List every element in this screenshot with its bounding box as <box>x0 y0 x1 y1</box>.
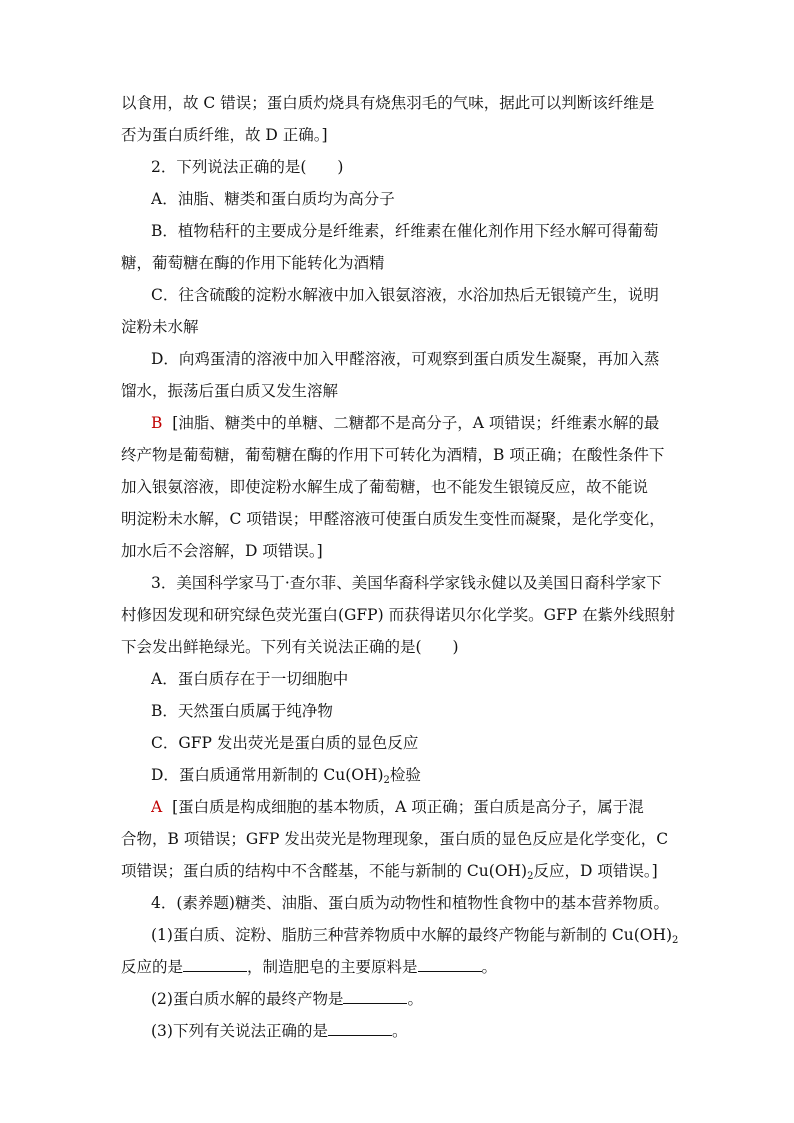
question-3-explanation-line-3 <box>121 860 681 888</box>
question-4-part-1-line-2 <box>121 956 681 978</box>
prev-explanation-line-1: 以食用，故 C 错误；蛋白质灼烧具有烧焦羽毛的气味，据此可以判断该纤维是 <box>121 94 655 112</box>
question-3-stem-line-1: 3．美国科学家马丁·查尔菲、美国华裔科学家钱永健以及美国日裔科学家下 <box>151 574 662 592</box>
answer-blank[interactable] <box>183 957 247 972</box>
question-2-explanation-line-2: 终产物是葡萄糖，葡萄糖在酶的作用下可转化为酒精，B 项正确；在酸性条件下 <box>121 446 665 464</box>
answer-blank[interactable] <box>328 1021 392 1036</box>
answer-blank[interactable] <box>418 957 482 972</box>
question-3-stem-line-3: 下会发出鲜艳绿光。下列有关说法正确的是( ) <box>121 638 459 656</box>
question-2-option-d-line-2: 馏水，振荡后蛋白质又发生溶解 <box>121 382 339 400</box>
subscript-2: 2 <box>672 935 679 946</box>
question-2-answer: B <box>151 414 163 432</box>
question-3-explanation-text: [蛋白质是构成细胞的基本物质，A 项正确；蛋白质是高分子，属于混 <box>172 798 644 816</box>
period: 。 <box>391 1022 408 1040</box>
question-4-part-3 <box>151 1020 681 1042</box>
question-3-stem-line-2: 村修因发现和研究绿色荧光蛋白(GFP) 而获得诺贝尔化学奖。GFP 在紫外线照射 <box>121 606 676 624</box>
question-3-option-d <box>151 764 681 792</box>
question-3-answer: A <box>151 798 163 816</box>
answer-blank[interactable] <box>343 989 407 1004</box>
question-3-option-a: A．蛋白质存在于一切细胞中 <box>151 670 349 688</box>
question-3-option-d-suffix: 检验 <box>389 766 421 784</box>
question-3-option-c: C．GFP 发出荧光是蛋白质的显色反应 <box>151 734 419 752</box>
question-2-option-c-line-1: C．往含硫酸的淀粉水解液中加入银氨溶液，水浴加热后无银镜产生，说明 <box>151 286 659 304</box>
question-3-option-b: B．天然蛋白质属于纯净物 <box>151 702 333 720</box>
question-2-explanation-line-1 <box>151 412 681 434</box>
question-4-part-1-prompt-b: ，制造肥皂的主要原料是 <box>247 958 418 976</box>
subscript-2: 2 <box>383 775 390 786</box>
question-3-explanation-line-3-text: 项错误；蛋白质的结构中不含醛基，不能与新制的 Cu(OH) <box>121 862 528 880</box>
question-2-option-b-line-1: B．植物秸秆的主要成分是纤维素，纤维素在催化剂作用下经水解可得葡萄 <box>151 222 659 240</box>
question-2-option-b-line-2: 糖，葡萄糖在酶的作用下能转化为酒精 <box>121 254 385 272</box>
question-2-option-c-line-2: 淀粉未水解 <box>121 318 199 336</box>
question-3-option-d-text: D．蛋白质通常用新制的 Cu(OH) <box>151 766 384 784</box>
prev-explanation-line-2: 否为蛋白质纤维，故 D 正确。] <box>121 126 328 144</box>
question-4-part-2-text: (2)蛋白质水解的最终产物是 <box>151 990 344 1008</box>
period: 。 <box>481 958 498 976</box>
question-2-explanation-line-3: 加入银氨溶液，即使淀粉水解生成了葡萄糖，也不能发生银镜反应，故不能说 <box>121 478 649 496</box>
question-4-stem: 4．(素养题)糖类、油脂、蛋白质为动物性和植物性食物中的基本营养物质。 <box>151 894 669 912</box>
question-4-part-1-prompt-a: 反应的是 <box>121 958 184 976</box>
question-2-explanation-line-5: 加水后不会溶解，D 项错误。] <box>121 542 323 560</box>
period: 。 <box>407 990 423 1008</box>
question-2-explanation-text: [油脂、糖类中的单糖、二糖都不是高分子，A 项错误；纤维素水解的最 <box>172 414 660 432</box>
subscript-2: 2 <box>527 871 534 882</box>
question-4-part-3-text: (3)下列有关说法正确的是 <box>151 1022 328 1040</box>
question-3-explanation-line-1 <box>151 796 681 818</box>
question-2-stem: 2．下列说法正确的是( ) <box>151 158 344 176</box>
question-2-option-d-line-1: D．向鸡蛋清的溶液中加入甲醛溶液，可观察到蛋白质发生凝聚，再加入蒸 <box>151 350 660 368</box>
question-3-explanation-line-3-suffix: 反应，D 项错误。] <box>533 862 658 880</box>
question-4-part-1-text: (1)蛋白质、淀粉、脂肪三种营养物质中水解的最终产物能与新制的 Cu(OH) <box>151 926 673 944</box>
question-2-option-a: A．油脂、糖类和蛋白质均为高分子 <box>151 190 395 208</box>
question-4-part-1-line-1 <box>151 924 681 952</box>
question-4-part-2 <box>151 988 681 1010</box>
question-2-explanation-line-4: 明淀粉未水解，C 项错误；甲醛溶液可使蛋白质发生变性而凝聚，是化学变化， <box>121 510 665 528</box>
question-3-explanation-line-2: 合物，B 项错误；GFP 发出荧光是物理现象，蛋白质的显色反应是化学变化，C <box>121 830 669 848</box>
